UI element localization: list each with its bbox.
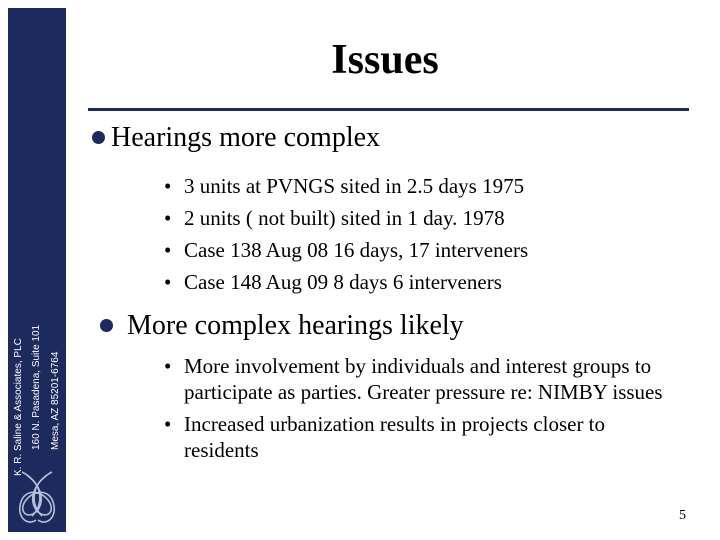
slide-title: Issues — [331, 37, 439, 83]
bullet-dot-icon: • — [164, 206, 172, 230]
bullet-dot-icon: • — [164, 174, 172, 198]
list-item: • Case 148 Aug 09 8 days 6 interveners — [164, 266, 528, 298]
bullet-label: More complex hearings likely — [127, 310, 464, 341]
bullet-dot-icon — [92, 131, 105, 144]
bullet-hearings — [92, 122, 380, 154]
sub-list-more-complex — [164, 353, 674, 463]
list-item: • More involvement by individuals and interest groups to participate as parties. Greater pressure re: NIMBY issues — [164, 354, 663, 404]
bullet-dot-icon: • — [164, 270, 172, 294]
company-name: K. R. Saline & Associates, PLC — [13, 338, 24, 476]
company-address: 160 N. Pasadena, Suite 101 — [31, 324, 42, 450]
list-item: • Case 138 Aug 08 16 days, 17 interveners — [164, 234, 528, 266]
bullet-more-complex — [100, 310, 464, 342]
sub-list-hearings — [164, 170, 528, 298]
bullet-dot-icon: • — [164, 412, 172, 436]
list-item: • Increased urbanization results in projects closer to residents — [164, 412, 606, 462]
list-item: • 3 units at PVNGS sited in 2.5 days 1975 — [164, 170, 528, 202]
bullet-label: Hearings more complex — [111, 122, 381, 153]
company-city: Mesa, AZ 85201-6764 — [50, 351, 61, 450]
company-logo-icon — [8, 460, 66, 532]
bullet-dot-icon — [100, 319, 113, 332]
bullet-dot-icon: • — [164, 238, 172, 262]
list-item: • 2 units ( not built) sited in 1 day. 1978 — [164, 202, 528, 234]
title-divider — [88, 108, 689, 111]
bullet-dot-icon: • — [164, 354, 172, 378]
page-number: 5 — [679, 508, 686, 523]
